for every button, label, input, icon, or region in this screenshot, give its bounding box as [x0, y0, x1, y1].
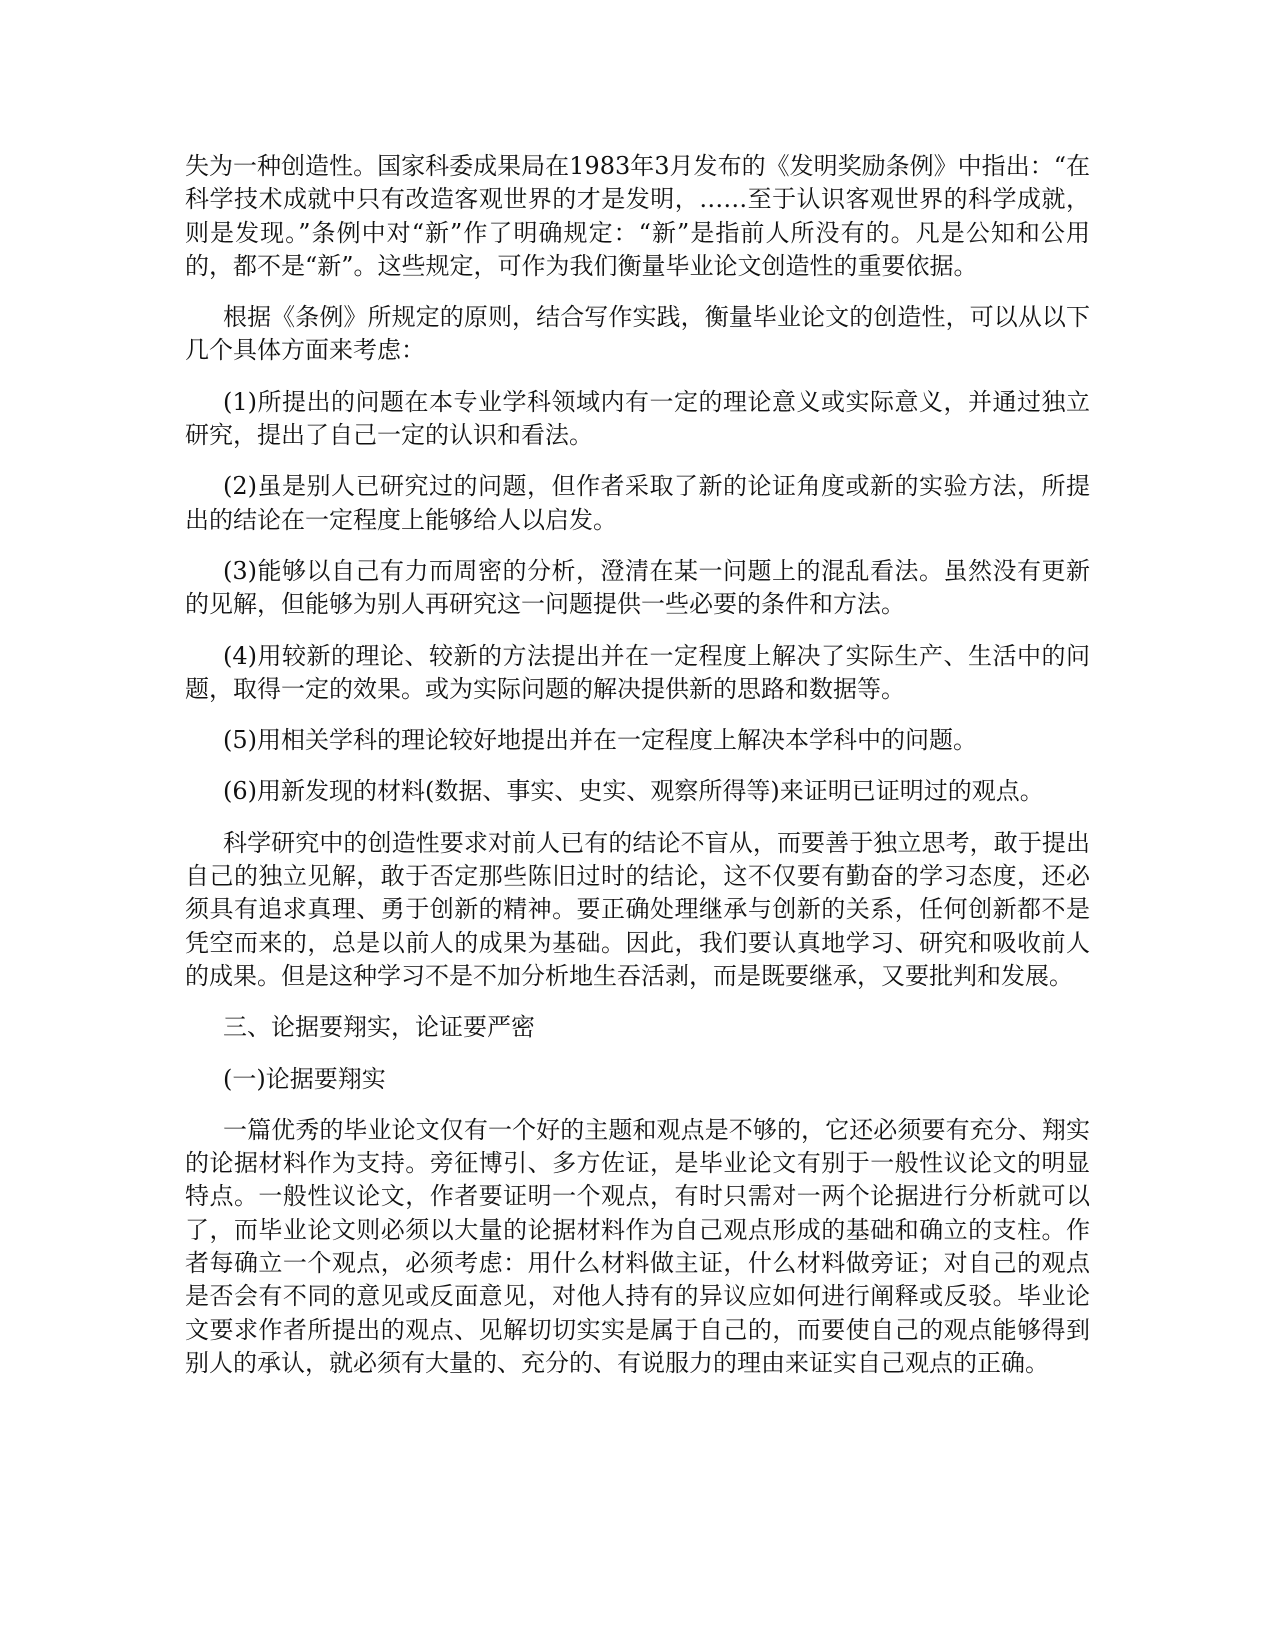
document-body [185, 150, 1090, 1398]
section-heading-3: 三、论据要翔实，论证要严密 [223, 1013, 535, 1042]
list-item-2: (2)虽是别人已研究过的问题，但作者采取了新的论证角度或新的实验方法，所提出的结论在一定程度上能够给人以启发。 [185, 472, 1090, 534]
paragraph-evidence: 一篇优秀的毕业论文仅有一个好的主题和观点是不够的，它还必须要有充分、翔实的论据材料作为支持。旁征博引、多方佐证，是毕业论文有别于一般性议论文的明显特点。一般性议论文，作者要证明一个观点，有时只需对一两个论据进行分析就可以了，而毕业论文则必须以大量的论据材料作为自己观点形成的基础和确立的支柱。作者每确立一个观点，必须考虑：用什么材料做主证，什么材料做旁证；对自己的观点是否会有不同的意见或反面意见，对他人持有的异议应如何进行阐释或反驳。毕业论文要求作者所提出的观点、见解切切实实是属于自己的，而要使自己的观点能够得到别人的承认，就必须有大量的、充分的、有说服力的理由来证实自己观点的正确。 [185, 1115, 1090, 1377]
list-item-4: (4)用较新的理论、较新的方法提出并在一定程度上解决了实际生产、生活中的问题，取得一定的效果。或为实际问题的解决提供新的思路和数据等。 [185, 641, 1090, 703]
paragraph-criteria-intro: 根据《条例》所规定的原则，结合写作实践，衡量毕业论文的创造性，可以从以下几个具体方面来考虑： [185, 303, 1090, 365]
list-item-5: (5)用相关学科的理论较好地提出并在一定程度上解决本学科中的问题。 [223, 726, 977, 755]
list-item-6: (6)用新发现的材料(数据、事实、史实、观察所得等)来证明已证明过的观点。 [223, 777, 1044, 806]
subsection-heading-1: (一)论据要翔实 [223, 1064, 386, 1093]
list-item-1: (1)所提出的问题在本专业学科领域内有一定的理论意义或实际意义，并通过独立研究，提出了自己一定的认识和看法。 [185, 387, 1090, 450]
paragraph-continuation: 失为一种创造性。国家科委成果局在1983年3月发布的《发明奖励条例》中指出：“在科学技术成就中只有改造客观世界的才是发明，……至于认识客观世界的科学成就，则是发现。”条例中对“新”作了明确规定：“新”是指前人所没有的。凡是公知和公用的，都不是“新”。这些规定，可作为我们衡量毕业论文创造性的重要依据。 [185, 152, 1090, 280]
paragraph-creativity: 科学研究中的创造性要求对前人已有的结论不盲从，而要善于独立思考，敢于提出自己的独立见解，敢于否定那些陈旧过时的结论，这不仅要有勤奋的学习态度，还必须具有追求真理、勇于创新的精神。要正确处理继承与创新的关系，任何创新都不是凭空而来的，总是以前人的成果为基础。因此，我们要认真地学习、研究和吸收前人的成果。但是这种学习不是不加分析地生吞活剥，而是既要继承，又要批判和发展。 [185, 828, 1090, 990]
list-item-3: (3)能够以自己有力而周密的分析，澄清在某一问题上的混乱看法。虽然没有更新的见解，但能够为别人再研究这一问题提供一些必要的条件和方法。 [185, 556, 1090, 619]
